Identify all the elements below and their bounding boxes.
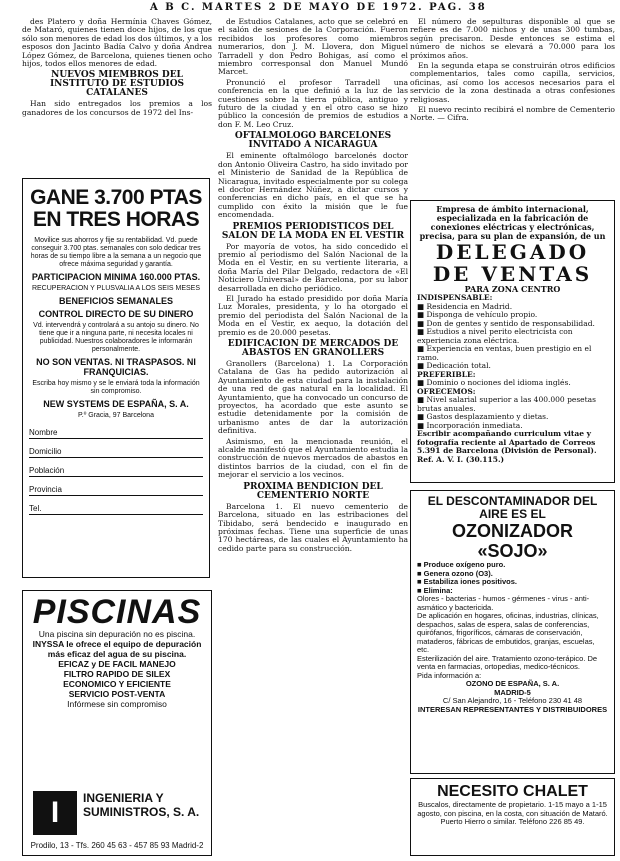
ad-bullet: EFICAZ y DE FACIL MANEJO <box>58 659 176 669</box>
company-name-line: INGENIERIA Y <box>83 791 164 805</box>
ad-company: NEW SYSTEMS DE ESPAÑA, S. A. <box>43 399 189 409</box>
company-name-line: SUMINISTROS, S. A. <box>83 805 200 819</box>
article-text: Han sido entregados los premios a los ganadores de los concursos de 1972 del Ins- <box>22 99 212 117</box>
ad-item: ■ Estudios a nivel perito electricista con experiencia zona eléctrica. <box>417 327 573 345</box>
page-header: A B C. MARTES 2 DE MAYO DE 1972. PAG. 38 <box>150 2 487 13</box>
ad-zone: PARA ZONA CENTRO <box>464 284 561 294</box>
ad-reps: INTERESAN REPRESENTANTES Y DISTRIBUIDORES <box>417 704 608 714</box>
ad-item: ■ Elimina: <box>417 585 453 595</box>
ad-title: PISCINAS <box>32 593 202 631</box>
form-line-name[interactable]: Nombre <box>29 420 203 439</box>
article-heading: PREMIOS PERIODISTICOS DEL SALON DE LA MODA EN EL VESTIR <box>221 221 405 241</box>
ad-item: ■ Dominio o nociones del idioma inglés. <box>417 378 571 387</box>
ad-bullet: FILTRO RAPIDO DE SILEX <box>63 669 171 679</box>
ad-item-text: Estabiliza iones positivos. <box>423 577 517 586</box>
ad-item-text: Don de gentes y sentido de responsabilidad. <box>426 318 595 328</box>
ad-title: DELEGADO <box>435 240 590 264</box>
ad-item: ■ Nivel salarial superior a las 400.000 pesetas brutas anuales. <box>417 395 596 413</box>
ad-text: Una piscina sin depuración no es piscina. <box>38 629 196 639</box>
ad-section: INDISPENSABLE: <box>417 293 493 302</box>
ad-ozonizador <box>410 490 615 774</box>
ad-control: CONTROL DIRECTO DE SU DINERO <box>38 309 194 319</box>
article-text: El eminente oftalmólogo barcelonés doctor don Antonio Oliveira Castro, ha sido invitado por el Ministerio de Sanidad de la República de Nicaragua, invitado especialmente por su colega el doctor Hernández Núñez, a dictar cursos y conferencias en dicho país, en el que se ha cumplido con éxito la misión que le fue encomendada. <box>218 151 408 220</box>
article-text: Pronunció el profesor Tarradell una conferencia en la que definió a la luz de las cuestiones sobre la tierra pública, antiguo y futuro de la ciudad y en el otro caso se hizo público la concesión de premios de estudios a don F. M. Leo Cruz. <box>218 77 408 129</box>
ad-text: Vd. intervendrá y controlará a su antojo su dinero. No tiene que ir a ninguna parte, ni necesita locales ni publicidad. Nuestros colaboradores le informarán personalmente. <box>33 322 199 353</box>
article-heading: OFTALMOLOGO BARCELONES INVITADO A NICARAGUA <box>234 131 392 151</box>
article-text: Granollers (Barcelona) 1. La Corporación Catalana de Gas ha pedido autorización al Ayuntamiento de esta ciudad para la instalación de una red de gas natural en la localidad. El Ayuntamiento, que ha convocado un concurso de proyectos, ha acordado que este asunto se estudie detenidamente por la comisión de urbanismo antes de dar la autorización definitiva. <box>218 359 408 436</box>
ad-title: NECESITO CHALET <box>437 783 588 800</box>
company-address: Prodilo, 13 - Tfs. 260 45 63 - 457 85 93 Madrid-2 <box>30 841 204 850</box>
company-name <box>83 791 199 819</box>
ad-item: ■ Disponga de vehículo propio. <box>417 310 538 319</box>
ad-item-text: Estudios a nivel perito electricista con experiencia zona eléctrica. <box>417 327 573 345</box>
ad-item-text: Dedicación total. <box>426 361 491 370</box>
ad-text: Buscalos, directamente de propietario. 1-15 mayo a 1-15 agosto, con piscina, en la costa, con situación de Mataró. Puerto Hierro o similar. Teléfono 226 85 49. <box>417 800 608 826</box>
ad-text: RECUPERACION Y PLUSVALIA A LOS SEIS MESES <box>31 285 201 292</box>
ad-text: Escriba hoy mismo y se le enviará toda la información sin compromiso. <box>32 380 200 395</box>
ad-item: ■ Residencia en Madrid. <box>417 301 513 311</box>
ad-address: P.º Gracia, 97 Barcelona <box>78 412 154 419</box>
article-text: El número de sepulturas disponible al que se refiere es de 7.000 nichos y de unas 300 tumbas, según precisaron. Desde entonces se estima el número de nichos se elevará a 70.000 para los próximos años. <box>410 18 615 60</box>
ad-text: De aplicación en hogares, oficinas, industrias, clínicas, despachos, salas de espera, salas de conferencias, quirófanos, frigoríficos, cámaras de conservación, mataderos, fábricas de embutidos, granjas, escuelas, etc. <box>417 611 599 654</box>
form-line-town[interactable]: Población <box>29 458 203 477</box>
ad-company: OZONO DE ESPAÑA, S. A. <box>465 679 560 688</box>
article-text: En la segunda etapa se construirán otros edificios complementarios, tales como capilla, servicios, oficinas, así como los accesos necesarios para el servicio de la zona destinada a otras confesiones religiosas. <box>410 61 615 104</box>
ad-item: ■ Produce oxígeno puro. <box>417 560 506 569</box>
ad-city: MADRID-5 <box>494 687 531 697</box>
ad-delegado <box>410 200 615 483</box>
ad-item-text: Experiencia en ventas, buen prestigio en el ramo. <box>417 344 592 362</box>
ad-item-text: Incorporación inmediata. <box>426 420 523 430</box>
ad-participation: PARTICIPACION MINIMA 160.000 PTAS. <box>31 272 201 282</box>
ad-item: ■ Experiencia en ventas, buen prestigio en el ramo. <box>417 344 592 362</box>
ad-bullet: ECONOMICO Y EFICIENTE <box>63 679 171 689</box>
ad-text: Movilice sus ahorros y fije su rentabilidad. Vd. puede conseguir 3.700 ptas. semanales con solo dedicar tres horas de su tiempo libre a la semana a un negocio que ofrece máxima seguridad y garantía. <box>30 237 202 268</box>
ad-title: GANE 3.700 PTAS EN TRES HORAS <box>30 186 202 231</box>
article-text: de Estudios Catalanes, acto que se celebró en el salón de sesiones de la Corporación. Fueron recibidos los profesores como miembros numerarios, don J. M. Llovera, don Miguel Tarradell y don Pedro Bohigas, así como el miembro corresponsal don Manuel Mundó Marcet. <box>218 18 408 77</box>
column-2 <box>218 18 408 856</box>
ad-service: SERVICIO POST-VENTA <box>68 689 166 699</box>
ad-item-text: Dominio o nociones del idioma inglés. <box>426 378 571 387</box>
ad-item-text: Produce oxígeno puro. <box>423 560 506 569</box>
column-3 <box>410 18 615 196</box>
company-logo: I <box>33 791 77 835</box>
ad-item: ■ Don de gentes y sentido de responsabilidad. <box>417 318 595 328</box>
ad-item: ■ Estabiliza iones positivos. <box>417 577 517 586</box>
ad-item: ■ Incorporación inmediata. <box>417 420 523 430</box>
ad-item-text: Gastos desplazamiento y dietas. <box>426 412 549 421</box>
ad-chalet <box>410 778 615 856</box>
ad-gane <box>22 178 210 578</box>
ad-no-ventas: NO SON VENTAS. NI TRASPASOS. NI FRANQUICIAS. <box>36 357 196 377</box>
ad-text: Olores - bacterias - humos - gérmenes - virus - anti-asmático y bactericida. <box>417 594 590 612</box>
ad-item-text: Elimina: <box>423 585 453 595</box>
ad-piscinas <box>22 590 212 856</box>
form-line-province[interactable]: Provincia <box>29 477 203 496</box>
ad-benefits: BENEFICIOS SEMANALES <box>58 296 173 306</box>
article-text: Por mayoría de votos, ha sido concedido el premio al periodismo del Salón Nacional de la Moda en el Vestir, en su vertiente literaria, a doña María del Pilar Delgado, redactora de «El Noticiero Universal» de Barcelona, por su labor desarrollada en dicho periódico. <box>218 241 408 293</box>
ad-fine-print: Escribir acompañando curriculum vitae y fotografía reciente al Apartado de Correos 5.391 de Barcelona (División de Personal). Ref. A. V. I. (30.115.) <box>417 429 597 464</box>
ad-intro: Empresa de ámbito internacional, especializada en la fabricación de conexiones eléctricas y electrónicas, precisa, para su plan de expansión, de un <box>419 204 606 241</box>
article-heading: EDIFICACION DE MERCADOS DE ABASTOS EN GRANOLLERS <box>227 339 399 358</box>
article-heading: PROXIMA BENDICION DEL CEMENTERIO NORTE <box>243 481 383 501</box>
article-text: El Jurado ha estado presidido por doña María Luz Morales, presidenta, y lo ha otorgado el premio del periodista del Salón Nacional de la Moda en el Vestir, ex aequo, la dotación del premio es de 20.000 pesetas. <box>218 293 408 337</box>
article-text: Asimismo, en la mencionada reunión, el alcalde manifestó que el Ayuntamiento estudia la construcción de nuevos mercados de abastos en distintos barrios de la ciudad, con el fin de mejorar el servicio a los vecinos. <box>218 436 408 480</box>
article-text: El nuevo recinto recibirá el nombre de Cementerio Norte. — Cifra. <box>410 105 615 123</box>
ad-text: Infórmese sin compromiso <box>67 699 167 709</box>
ad-item-text: Genera ozono (O3). <box>423 568 493 578</box>
ad-heading: EL DESCONTAMINADOR DEL AIRE ES EL <box>427 494 598 521</box>
article-text: Barcelona 1. El nuevo cementerio de Barcelona, situado en las estribaciones del Tibidabo, será bendecido e inaugurado en próximas fechas. Tiene una superficie de unas 170 hectáreas, de las cuales el Ayuntamiento ha cedido parte para su construcción. <box>218 501 408 553</box>
article-heading: NUEVOS MIEMBROS DEL INSTITUTO DE ESTUDIOS CATALANES <box>49 70 185 99</box>
ad-item: ■ Gastos desplazamiento y dietas. <box>417 412 549 421</box>
ad-section: PREFERIBLE: <box>417 369 476 379</box>
column-1 <box>22 18 212 176</box>
ad-section: OFRECEMOS: <box>417 386 476 396</box>
form-line-phone[interactable]: Tel. <box>29 496 203 515</box>
ad-address: C/ San Alejandro, 16 - Teléfono 230 41 48 <box>442 696 583 705</box>
ad-item: ■ Genera ozono (O3). <box>417 568 493 578</box>
ad-item-text: Residencia en Madrid. <box>426 301 513 311</box>
ad-item: ■ Dedicación total. <box>417 361 491 370</box>
ad-text: Esterilización del aire. Tratamiento ozono-terápico. De venta en farmacias, ortopedias, medico-técnicos. <box>417 653 598 671</box>
ad-title: DE VENTAS <box>432 262 593 286</box>
ad-text: INYSSA le ofrece el equipo de depuración más eficaz del agua de su piscina. <box>32 639 202 659</box>
ad-title: OZONIZADOR «SOJO» <box>452 521 573 561</box>
article-text: des Platero y doña Hermínia Chaves Gómez, de Mataró, quienes tienen doce hijos, de los que sólo son menores de edad los dos últimos, y a los esposos don Jacinto Badía Calvo y doña Andrea López Gómez, de Barcelona, quienes tienen ocho hijos, todos ellos menores de edad. <box>22 18 212 69</box>
ad-text: Pida información a: <box>417 670 482 680</box>
form-line-address[interactable]: Domicilio <box>29 439 203 458</box>
ad-item-text: Nivel salarial superior a las 400.000 pesetas brutas anuales. <box>417 395 596 413</box>
ad-item-text: Disponga de vehículo propio. <box>426 310 538 319</box>
